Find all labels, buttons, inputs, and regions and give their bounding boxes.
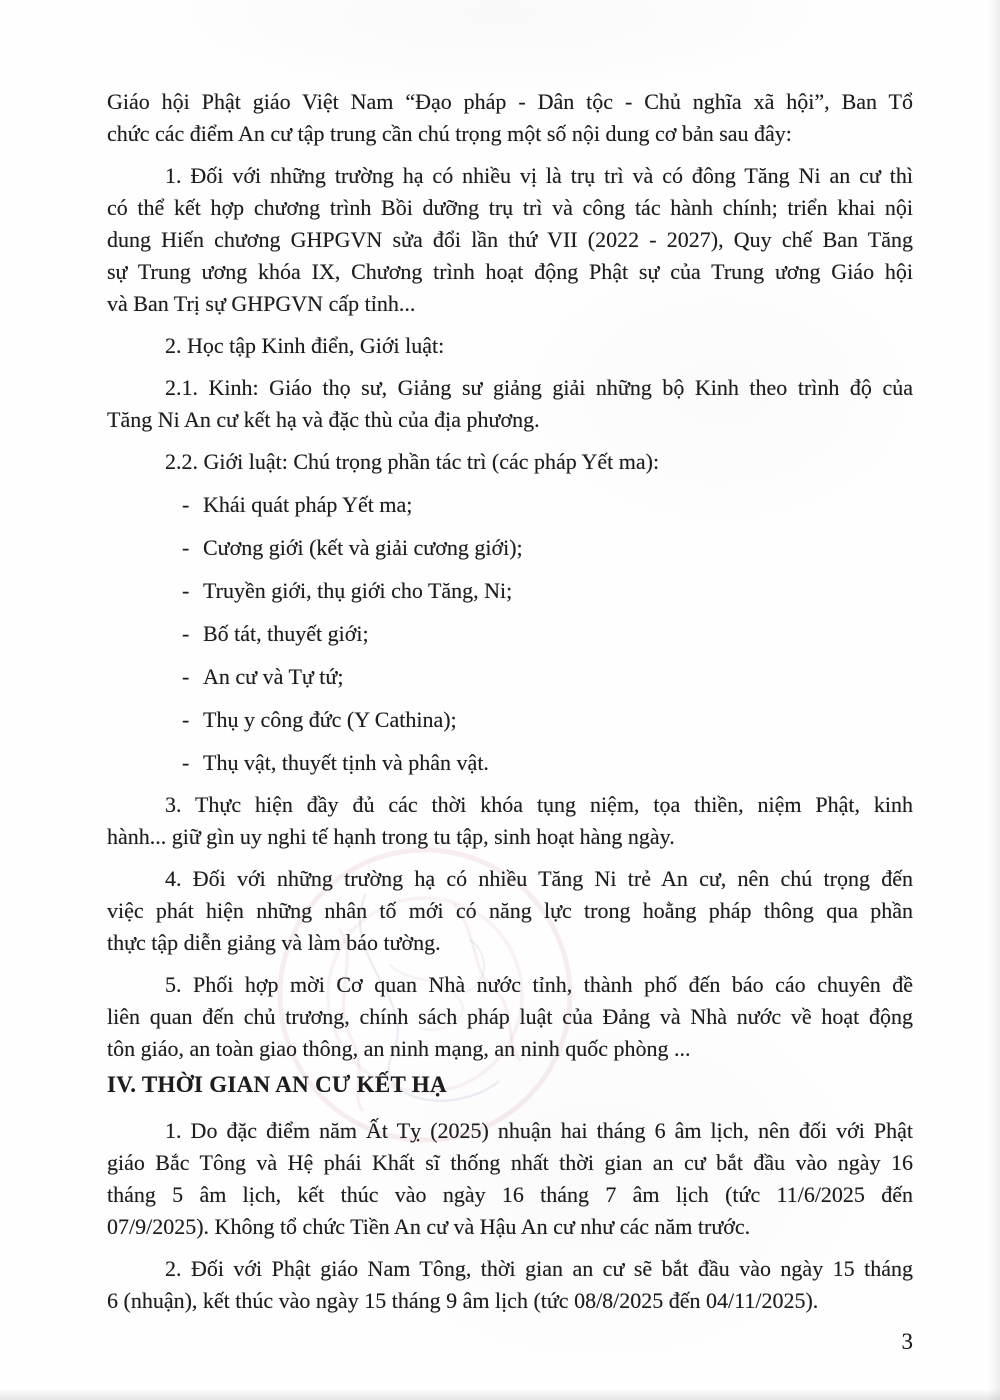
text-line: 2. Đối với Phật giáo Nam Tông, thời gian an cư sẽ bắt đầu vào ngày 15 tháng	[165, 1256, 913, 1281]
bullet-dash: -	[182, 578, 190, 603]
text-line: 2.2. Giới luật: Chú trọng phần tác trì (các pháp Yết ma):	[165, 449, 660, 474]
bullet-item	[107, 489, 913, 521]
text-line: 1. Do đặc điểm năm Ất Tỵ (2025) nhuận hai tháng 6 âm lịch, nên đối với Phật	[165, 1118, 913, 1143]
text-line: 2. Học tập Kinh điển, Giới luật:	[165, 333, 445, 358]
text-line: hành... giữ gìn uy nghi tế hạnh trong tu tập, sinh hoạt hàng ngày.	[107, 824, 675, 849]
bullet-item	[107, 575, 913, 607]
text-line: tháng 5 âm lịch, kết thúc vào ngày 16 tháng 7 âm lịch (tức 11/6/2025 đến	[107, 1182, 913, 1207]
bullet-item	[107, 747, 913, 779]
bullet-text: Khái quát pháp Yết ma;	[203, 492, 413, 517]
paragraph	[107, 1115, 913, 1243]
text-line: chức các điểm An cư tập trung cần chú trọng một số nội dung cơ bản sau đây:	[107, 121, 792, 146]
paragraph	[107, 446, 913, 478]
text-line: 2.1. Kinh: Giáo thọ sư, Giảng sư giảng giải những bộ Kinh theo trình độ của	[165, 375, 913, 400]
text-line: 1. Đối với những trường hạ có nhiều vị là trụ trì và có đông Tăng Ni an cư thì	[165, 163, 913, 188]
bullet-item	[107, 618, 913, 650]
paragraph	[107, 160, 913, 320]
paragraph	[107, 969, 913, 1065]
text-line: việc phát hiện những nhân tố mới có năng lực trong hoằng pháp thông qua phần	[107, 898, 913, 923]
scan-edge-shadow-bottom	[0, 1389, 1000, 1400]
text-line: sự Trung ương khóa IX, Chương trình hoạt động Phật sự của Trung ương Giáo hội	[107, 259, 913, 284]
section-heading	[107, 1069, 913, 1101]
bullet-item	[107, 661, 913, 693]
bullet-item	[107, 532, 913, 564]
text-line: 3. Thực hiện đầy đủ các thời khóa tụng niệm, tọa thiền, niệm Phật, kinh	[165, 792, 913, 817]
bullet-dash: -	[182, 750, 190, 775]
bullet-text: Thụ vật, thuyết tịnh và phân vật.	[203, 750, 489, 775]
bullet-dash: -	[182, 621, 190, 646]
bullet-dash: -	[182, 664, 190, 689]
paragraph	[107, 1253, 913, 1317]
document-body	[107, 86, 913, 1317]
bullet-text: Thụ y công đức (Y Cathina);	[203, 707, 457, 732]
bullet-text: Cương giới (kết và giải cương giới);	[203, 535, 523, 560]
text-line: 5. Phối hợp mời Cơ quan Nhà nước tỉnh, thành phố đến báo cáo chuyên đề	[165, 972, 913, 997]
text-line: 6 (nhuận), kết thúc vào ngày 15 tháng 9 âm lịch (tức 08/8/2025 đến 04/11/2025).	[107, 1288, 819, 1313]
bullet-text: An cư và Tự tứ;	[203, 664, 344, 689]
text-line: IV. THỜI GIAN AN CƯ KẾT HẠ	[107, 1072, 447, 1097]
text-line: tôn giáo, an toàn giao thông, an ninh mạng, an ninh quốc phòng ...	[107, 1036, 691, 1061]
text-line: 4. Đối với những trường hạ có nhiều Tăng Ni trẻ An cư, nên chú trọng đến	[165, 866, 913, 891]
page-number: 3	[901, 1329, 913, 1354]
text-line: và Ban Trị sự GHPGVN cấp tỉnh...	[107, 291, 416, 316]
bullet-text: Truyền giới, thụ giới cho Tăng, Ni;	[203, 578, 513, 603]
paragraph	[107, 863, 913, 959]
text-line: 07/9/2025). Không tổ chức Tiền An cư và Hậu An cư như các năm trước.	[107, 1214, 751, 1239]
scan-edge-shadow-right	[988, 0, 1000, 1400]
text-line: có thể kết hợp chương trình Bồi dưỡng trụ trì và công tác hành chính; triển khai nội	[107, 195, 913, 220]
bullet-dash: -	[182, 707, 190, 732]
paragraph	[107, 372, 913, 436]
text-line: dung Hiến chương GHPGVN sửa đổi lần thứ VII (2022 - 2027), Quy chế Ban Tăng	[107, 227, 913, 252]
text-line: Giáo hội Phật giáo Việt Nam “Đạo pháp - Dân tộc - Chủ nghĩa xã hội”, Ban Tổ	[107, 89, 913, 114]
text-line: Tăng Ni An cư kết hạ và đặc thù của địa phương.	[107, 407, 540, 432]
bullet-dash: -	[182, 535, 190, 560]
paragraph	[107, 789, 913, 853]
paragraph	[107, 330, 913, 362]
text-line: liên quan đến chủ trương, chính sách pháp luật của Đảng và Nhà nước về hoạt động	[107, 1004, 913, 1029]
paragraph	[107, 86, 913, 150]
text-line: thực tập diễn giảng và làm báo tường.	[107, 930, 441, 955]
bullet-dash: -	[182, 492, 190, 517]
bullet-item	[107, 704, 913, 736]
bullet-text: Bố tát, thuyết giới;	[203, 621, 369, 646]
text-line: giáo Bắc Tông và Hệ phái Khất sĩ thống nhất thời gian an cư bắt đầu vào ngày 16	[107, 1150, 913, 1175]
